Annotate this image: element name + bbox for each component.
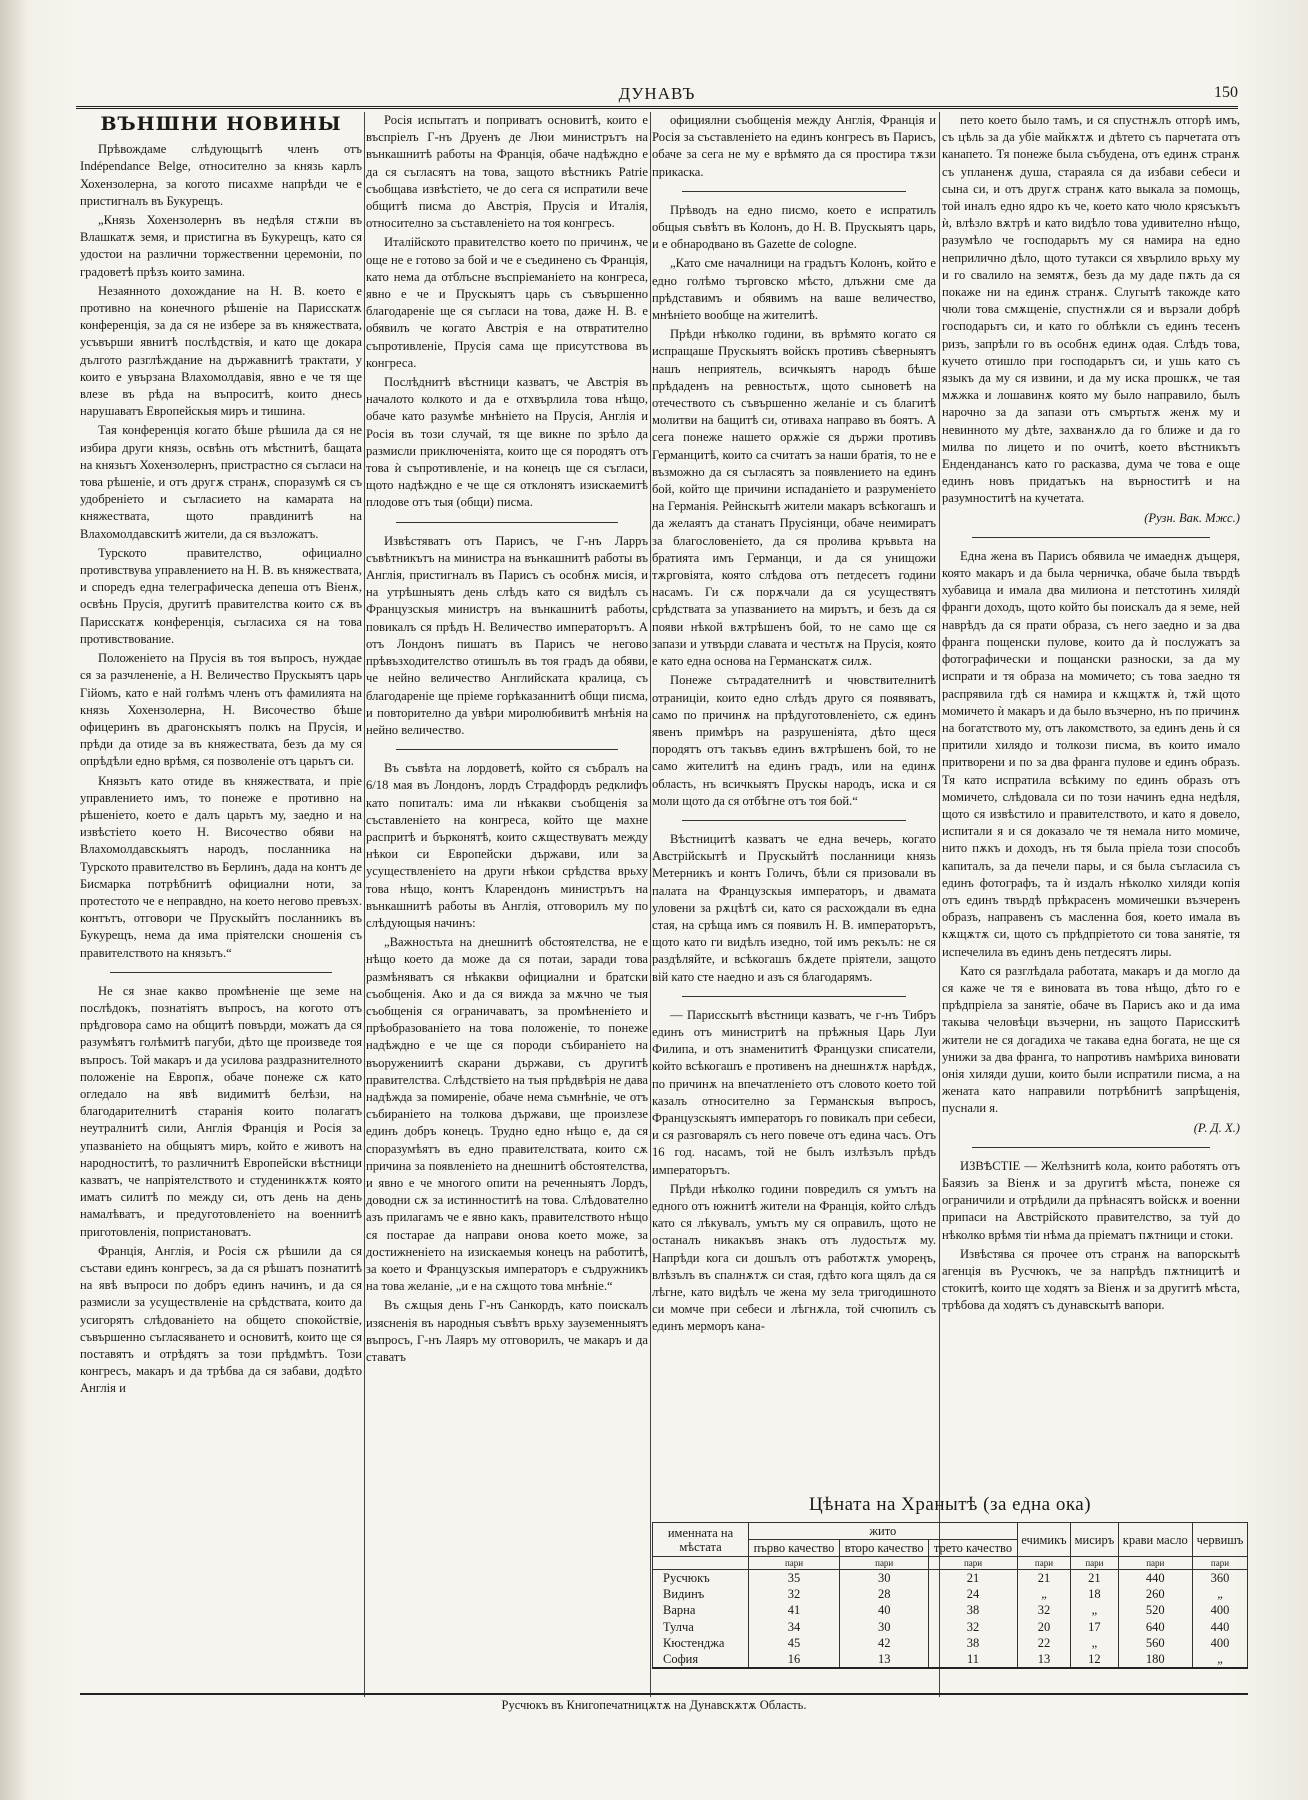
- column-3: [652, 112, 936, 1477]
- price-cell: 12: [1071, 1651, 1118, 1668]
- column-1: [80, 112, 362, 1692]
- column-4: [942, 112, 1240, 1477]
- price-cell: 32: [1017, 1602, 1071, 1618]
- notice-paragraph: Извѣстява ся прочее отъ странѫ на вапорскытѣ агенція въ Русчюкъ, че за напрѣдъ пѫтницитѣ и стокитѣ, които ще ходятъ за Віенѫ и за другитѣ мѣста, трѣбова да ходятъ съ дунавскытѣ вапори.: [942, 1246, 1240, 1313]
- place-name-cell: София: [653, 1651, 749, 1668]
- unit-cell: [653, 1557, 749, 1570]
- price-cell: 560: [1118, 1635, 1192, 1651]
- article-paragraph: Прѣводъ на едно писмо, което е испратилъ общыя съвѣтъ въ Колонъ, до Н. В. Прускыятъ царь, и е обнародвано въ Gazette de cologne.: [652, 202, 936, 252]
- price-cell: 24: [929, 1586, 1017, 1602]
- article-divider: [972, 537, 1210, 538]
- price-cell: 41: [749, 1602, 840, 1618]
- column-2: [366, 112, 648, 1692]
- price-cell: 38: [929, 1602, 1017, 1618]
- unit-cell: пари: [749, 1557, 840, 1570]
- price-cell: „: [1017, 1586, 1071, 1602]
- article-paragraph: Понеже сътрадателнитѣ и чювствителнитѣ отраниціи, които едно слѣдъ друго ся появяватъ, само по причинѫ на прѣдуготовленіето, сѫ единъ явенъ примѣръ на разрушеніята, дѣто щеся породятъ отъ такъвъ единъ вѫтрѣшенъ бой, то не само жителитѣ на единъ градъ, или на единѫ область, нъ всичкыятъ Прускы народъ, иска и ся моли щото да ся отбѣгне отъ тоя бой.“: [652, 673, 936, 808]
- col-header-second-quality: второ качество: [840, 1540, 929, 1557]
- price-cell: 17: [1071, 1619, 1118, 1635]
- article-paragraph: „Като сме началници на градътъ Колонъ, който е едно голѣмо търговско мѣсто, длъжни сме да прѣдставимъ и обявимъ на ваше величество, мнѣніето вообще на жителитѣ.: [652, 256, 936, 323]
- article-paragraph: пето което было тамъ, и ся спустнѫлъ отгорѣ имъ, съ цѣль за да убіе майкѫтѫ и дѣтето съ парчетата отъ канапето. Тя понеже была събудена, отъ единѫ странѫ съ упланенѫ душа, стараяла ся да избави себеси и сына си, и отъ другѫ странѫ като выкала за помощь, той иналъ едно ядро къ че, което като чюло крясъкътъ ѝ, влѣзло вѫтрѣ и като видѣло това удивително нѣщо, разумѣло че господарьтъ му ся намира на едно неприлично дѣло, щото тутакси ся хвърлило врьху му и го свалило на земятѫ, безъ да му даде пѫть да ся покаже ни на единѫ странѫ. Слугытѣ такожде като чюли това смѫщеніе, спустнѫли ся и вързали добрѣ господарьтъ си, и като го облѣкли съ единъ тесенъ ризъ, запрѣли го въ особнѫ единѫ одая. Слѣдъ това, кучето отишло при господарьтъ си, и ушь като съ языкъ да му ся извини, и да му иска прошкѫ, че тая мѫжка и лошавинѫ която му было направило, былъ нарочно за да запази отъ смъртьтѫ женѫ му и невинното му дѣте, захванѫло да го ближе и да го милва по лицето и по очитѣ, което вѣстникътъ Енденданансъ като го расказва, дума че това е още единъ новъ придатъкъ на върноститѣ и на разумноститѣ на кучетата.: [942, 113, 1240, 506]
- place-name-cell: Тулча: [653, 1619, 749, 1635]
- article-paragraph: Една жена въ Парисъ обявила че имаеднѫ дъщеря, която макаръ и да была черничка, обаче была твърдѣ хубавица и имала два милиона и петстотинъ хилядѝ франги доходъ, щото който бы поискалъ да я земе, ней наврѣдъ да ся прати образа, съ него заедно и за два франга пощенски пулове, които да ѝ послужатъ за фотографически и пощански разноски, за да му испрати и тя образа на момичето; съ това заедно тя распрявила гдѣ ся намира и кѫщѫтѫ ѝ, тѫй щото момичето ѝ макаръ и да было възчерно, нъ по причинѫ на богатството му, отъ лакомството, за единъ день ѝ ся притили хилядо и толкози писма, въ които имало притворени и по за два франга пулове и единъ образъ. Тя като испратила всѣкиму по единъ образъ отъ момичето, слѣдовала си по този начинъ една недѣля, щото ся извѣстило и правителството, и като я довело, испитали я и ся доказало че тя немала нито момиче, нито пѫкъ и доходъ, нъ тя была пріела този способъ капиталъ, за да печели пары, и ся была съгласила съ единъ фотографъ, та ѝ издалъ нѣколко хиляди копія отъ единъ твърдѣ прѣкрасенъ момичешки възчеренъ образъ, направенъ съ масленна боя, което имала въ кѫщѫтѫ си, щото съ прѣдпріетото си това занятіе, тя испечелила въ единъ день петдесятъ лиры.: [942, 548, 1240, 959]
- price-cell: 13: [840, 1651, 929, 1668]
- price-cell: 180: [1118, 1651, 1192, 1668]
- price-cell: 38: [929, 1635, 1017, 1651]
- printer-imprint: Русчюкъ въ Книгопечатницѫтѫ на Дунавскѫтѫ Область.: [501, 1698, 807, 1712]
- price-cell: 16: [749, 1651, 840, 1668]
- article-paragraph: Въ съвѣта на лордоветѣ, който ся събралъ на 6/18 мая въ Лондонъ, лордъ Страдфордъ редклифъ като попиталъ: има ли нѣкакви съобщенія за съставленіето на конгреса, който ще махне распритѣ и бърконятѣ, които сѫществуватъ между нѣкои си Европейски държави, или за усуществленіето на други нѣкои срѣдства врьху това нѣщо, контъ Кларендонъ министрътъ на вънкашнитѣ работы въ Англія, отговорилъ му по слѣдующыя начинъ:: [366, 761, 648, 930]
- unit-cell: пари: [1071, 1557, 1118, 1570]
- col-header-grain: жито: [749, 1523, 1018, 1540]
- article-paragraph: Прѣди нѣколко години повредилъ ся умътъ на едного отъ южнитѣ жители на Франція, който слѣдъ като ся лѣкувалъ, умътъ му ся оправилъ, щото не останалъ никакъвъ знакъ отъ лудостьтѫ му. Напрѣди кога си дошълъ отъ работѫтѫ умореңъ, влѣзълъ въ спалнѫтѫ си стая, гдѣто кога щялъ да ся лѣгне, като видѣлъ че жена му зела тригодишното си момче при себеси и лѣгнѫла, той счюпилъ съ единъ мерморъ кана-: [652, 1181, 936, 1334]
- article-divider: [396, 522, 618, 523]
- article-divider: [110, 972, 332, 973]
- article-paragraph: Незаянното дохождание на Н. В. което е противно на конечного рѣшеніе на Парисскатѫ конференція, за да ся не избере за въ княжествата, усъвърши явнитѣ послѣдствія, и като ще докара дългото разглѣждание на държавнитѣ трактати, у които е увързана Влахомолдавія, явно е че тя ще влезе въ рѣда на въпроситѣ, които днесь нарушаватъ Европейскыя миръ и тишина.: [80, 283, 362, 419]
- article-paragraph: Извѣстяватъ отъ Парисъ, че Г-нъ Ларръ съвѣтникътъ на министра на вънкашнитѣ работы въ Англія, пристигналъ въ Парисъ съ особнѫ мисія, и на утрѣшныятъ день слѣдъ като ся видѣлъ съ Французскыя министръ на вънкашнитѣ работы, повикалъ ся прѣдъ Н. Величество императорътъ. А отъ Лондонъ пишатъ въ Парисъ че негово прѣвъзходителство отишълъ въ тоя градъ да обяви, че нейно величество Английската кралица, съ благодареніе ще пріеме горѣказаннитѣ общи писма, и повторително да увѣри миролюбивитѣ мнѣнія на нейно величество.: [366, 533, 648, 737]
- article-paragraph: Турското правителство, официално противствува управлението на Н. В. въ княжествата, и споредъ една телеграфическа депеша отъ Віенѫ, освѣнь Прусія, другитѣ правителства които сѫ въ Парисскатѫ конференція, съгласиха ся на това противствование.: [80, 545, 362, 646]
- section-title: ВЪНШНИ НОВИНЫ: [100, 113, 342, 135]
- price-row: [653, 1651, 1248, 1668]
- price-cell: 11: [929, 1651, 1017, 1668]
- col-header-butter: крави масло: [1118, 1523, 1192, 1557]
- page-number: 150: [1214, 84, 1238, 101]
- price-cell: 640: [1118, 1619, 1192, 1635]
- col-header-lard: червишъ: [1192, 1523, 1247, 1557]
- place-name-cell: Варна: [653, 1602, 749, 1618]
- article-paragraph: Франція, Англія, и Росія сѫ рѣшили да ся състави единъ конгресъ, за да ся рѣшатъ познатитѣ на явѣ въпроси по добръ единъ начинъ, и да ся размисли за усуществленіе на срѣдствата, които да усигорятъ слѣдованіето на общето спокойствіе, съвършенно съгласяването и основитѣ, които ще ся поставятъ и отрѣдятъ за този прѣдмѣтъ. Този конгресъ, макаръ и да трѣбва да ся забави, додѣто Англія и: [80, 1243, 362, 1396]
- price-cell: 520: [1118, 1602, 1192, 1618]
- header-rule: [76, 106, 1238, 109]
- article-source: (Рузн. Вак. Мжс.): [1144, 510, 1240, 525]
- price-cell: „: [1192, 1651, 1247, 1668]
- col-header-place: именната на мѣстата: [653, 1523, 749, 1557]
- column-rule: [650, 112, 651, 1697]
- price-cell: 400: [1192, 1635, 1247, 1651]
- place-name-cell: Видинъ: [653, 1586, 749, 1602]
- newspaper-title: ДУНАВЪ: [618, 84, 696, 103]
- price-cell: 30: [840, 1619, 929, 1635]
- price-cell: 45: [749, 1635, 840, 1651]
- article-paragraph: Италійското правителство което по причинѫ, че още не е готово за бой и че е съединено съ Франція, като нема да отблъсне въспріеманіето на конгреса, явно е че и Прускыятъ царь съ съвършенно благодареніе ще ся съгласи на това, даже Н. В. е обявилъ че когато Австрія е на отвратително съпротивленіе, Прусія сама ще присутствова въ конгреса.: [366, 235, 648, 370]
- price-row: [653, 1570, 1248, 1587]
- article-paragraph: официялни съобщенія между Англія, Франція и Росія за съставленіето на единъ конгресъ въ Парисъ, обаче за сега не му е врѣмято да ся простира тѫзи прикаска.: [652, 113, 936, 179]
- article-source: (Р. Д. Х.): [1193, 1120, 1240, 1135]
- price-cell: 400: [1192, 1602, 1247, 1618]
- article-paragraph: Не ся знае какво промѣненіе ще земе на послѣдокъ, познатіятъ въпросъ, на когото отъ прѣдговора само на общитѣ повърди, можатъ да ся разумѣятъ голѣмитѣ пагуби, дѣто ще произведе тоя въпросъ. Той макаръ и да усилова раздразнителното положеніе на Европѫ, обаче понеже сѫ като огледало на явѣ видимитѣ белѣзи, на благодарителнитѣ старанія които полагатъ неутралнитѣ сили, Англія Франція и Росія за упазваніето на общыятъ миръ, който е животъ на народноститѣ, то различнитѣ Европейски вѣстници казватъ, че напріятелството и студенинкѫтѫ която иматъ силитѣ по между си, отъ день на день намалѣватъ, и предуготовленіето на военнитѣ приготовленія, попристановатъ.: [80, 983, 362, 1239]
- price-cell: 32: [929, 1619, 1017, 1635]
- grain-price-table: [652, 1522, 1248, 1669]
- article-paragraph: Прѣди нѣколко години, въ врѣмято когато ся испращаше Прускыятъ войскъ противъ сѣверныятъ нашъ неприятель, всичкыятъ народъ бѣше прѣдаденъ на ревностьтѫ, щото сыноветѣ на отечеството съ съвършенно желаніе и съ благитѣ молитви на бащитѣ си, отиваха направо въ боятъ. А сега понеже нашето орѫжіе ся държи противъ Германцитѣ, които са считатъ за наши братія, то не е възможно да ся съгласятъ за появлението на единъ бой, който ще причини испаданіето и разруменіето на Германія. Рейнскытѣ жители макаръ всѣкогашъ и да желаятъ да станатъ Прусіянци, обаче неимиратъ за благословеніето, да ся пролива кръвьта на братията имъ Германци, и да ся унищожи тѫрговіята, която слѣдова отъ петдесетъ години насамъ. Ги сѫ порѫчали да ся усуществятъ срѣдствата за упазванието на мирътъ, и безъ да ся появи нѣкой вѫтрѣшенъ бой, то не само ще ся запази и утвърди славата и честьтѫ на Прусія, която е като една основа на Германскатѫ силѫ.: [652, 327, 936, 669]
- place-name-cell: Кюстенджа: [653, 1635, 749, 1651]
- price-row: [653, 1635, 1248, 1651]
- col-header-first-quality: първо качество: [749, 1540, 840, 1557]
- page-binding-shadow: [0, 0, 28, 1800]
- grain-price-section: [652, 1494, 1248, 1669]
- price-cell: 440: [1192, 1619, 1247, 1635]
- notice-paragraph: ИЗВѢСТІЕ — Желѣзнитѣ кола, които работятъ отъ Баязиъ за Віенѫ и за другитѣ мѣста, понеже ся ограничили и отрѣдили да прѣнасятъ войскѫ и военни припаси на Австрійското правителство, за туй до нѣколко врѣмя тіи нѣма да пріематъ пѫтници и стоки.: [942, 1158, 1240, 1242]
- price-cell: 21: [929, 1570, 1017, 1587]
- footer-rule: [80, 1693, 1248, 1695]
- article-paragraph: Като ся разглѣдала работата, макаръ и да могло да ся каже че тя е виновата въ това нѣщо, дѣто го е прѣдпріела за занятіе, обаче въ Парисъ ако и да има такыва человѣци възчерни, нъ защото Парисскитѣ жители не ся догадиха че такава една богата, не ще ся унижи за два франга, то напротивъ намѣриха виновати онія хиляди души, които были испратили писма, а на жената като направили потрѣбнитѣ запрѣщенія, пуснали я.: [942, 963, 1240, 1116]
- price-cell: „: [1192, 1586, 1247, 1602]
- column-rule: [364, 112, 365, 1697]
- price-cell: 360: [1192, 1570, 1247, 1587]
- article-divider: [682, 820, 906, 821]
- price-cell: 21: [1071, 1570, 1118, 1587]
- price-cell: 440: [1118, 1570, 1192, 1587]
- article-paragraph: Въ сѫщыя день Г-нъ Санкордъ, като поискалъ изясненія въ народныя съвѣтъ врьху зауземенныятъ въпросъ, Г-нъ Лаяръ му отговорилъ, че макаръ и да ставатъ: [366, 1298, 648, 1365]
- article-divider: [682, 191, 906, 192]
- price-cell: „: [1071, 1635, 1118, 1651]
- article-paragraph: Послѣднитѣ вѣстници казватъ, че Австрія въ началото колкото и да е отхвърлила това нѣщо, обаче като разумѣе мнѣніето на Прусія, Англія и Росія въ този случай, тя ще викне по зрѣло да размисли приключеніята, които ще ся породятъ отъ това ѝ съпротивленіе, и на конецъ ще ся съгласи, щото надѣждно е че ще ся отклонятъ изискаемитѣ плодове отъ тыя (общи) писма.: [366, 375, 648, 510]
- price-cell: 40: [840, 1602, 929, 1618]
- article-divider: [682, 996, 906, 997]
- price-row: [653, 1619, 1248, 1635]
- price-cell: 42: [840, 1635, 929, 1651]
- price-cell: 21: [1017, 1570, 1071, 1587]
- unit-cell: пари: [1118, 1557, 1192, 1570]
- article-paragraph: Положеніето на Прусія въ тоя въпросъ, нуждае ся за разчлененіе, а Н. Величество Прускыятъ царь Гійомъ, като е най голѣмъ членъ отъ фамилията на князь Хохензолерна, Н. Височество бѣше офицеринъ въ драгонскыятъ полкъ на Прусія, и прѣди да отиде за въ княжествата, безъ да му ся опрѣдѣли едно врѣмя, ся позволеніе отъ царьтъ си.: [80, 651, 362, 769]
- article-paragraph: Прѣвождаме слѣдующытѣ членъ отъ Indépendance Belge, относително за князь карлъ Хохензолерна, за когото писахме напрѣди че е пристигналъ въ Букурещъ.: [80, 142, 362, 208]
- article-paragraph: Вѣстницитѣ казватъ че една вечерь, когато Австрійскытѣ и Прускыйтѣ посланници князь Метерникъ и контъ Голичъ, бѣли ся призовали въ палата на Французскыя императоръ, и двамата уловени за рѫцѣтѣ си, като ся расхождали въ една стая, на срѣща имъ ся появилъ Н. В. императорътъ, щото като ги видѣлъ изедно, той имъ рекълъ: не ся раздѣляйте, и всѣкогашъ бѫдете пріятели, защото вій като сте наедно и азъ ся благодарямъ.: [652, 831, 936, 984]
- price-row: [653, 1586, 1248, 1602]
- article-paragraph: Князьтъ като отиде въ княжествата, и пріе управлението имъ, то понеже е противно на рѣшеніето, което е далъ царьтъ му, заедно и на извѣстіето което Н. Височество обяви на Влахомолдавскыятъ народъ, посланника на Турското правителство въ Берлинъ, дада на контъ де Бисмарка потрѣбнитѣ официални ноти, за протестото че е неправдно, на което негово превъзх. контътъ, отговори че Прускыйтъ посланникъ въ Букурещъ, нема да има пріятелски сношенія съ правителството на князьтъ.“: [80, 773, 362, 960]
- article-paragraph: — Парисскытѣ вѣстници казватъ, че г-нъ Тибръ единъ отъ министритѣ на прѣжныя Царь Луи Филипа, и отъ знаменититѣ Французки списатели, който всѣкогашъ е противенъ на днешнѫтѫ нарѣдѫ, по причинѫ на впечатленіето отъ словото което той казалъ относително за Германскыя въпросъ, Французскыятъ императоръ го повикалъ при себеси, и ся разговарялъ съ него повече отъ едина часъ. Отъ 16 год. насамъ, той не былъ излѣзълъ прѣдъ императорътъ.: [652, 1007, 936, 1177]
- price-cell: 22: [1017, 1635, 1071, 1651]
- price-cell: 18: [1071, 1586, 1118, 1602]
- article-paragraph: „Важностьта на днешнитѣ обстоятелства, не е нѣщо което да може да ся потаи, заради това размѣняватъ ся нѣкакви официални и братски съобщенія. Ако и да ся вижда за мѫчно че тыя съобщенія ся ограничаватъ, за промѣненіето и прѣобразованіето на това положеніе, то понеже надѣждно е че ще ся породи събираніето на въоружениитѣ скарани държави, съ другитѣ правителства. Слѣдствіето на тыя прѣдвѣрія не дава надѣжда за помиреніе, обаче нема съмнѣніе, че отъ събираніето на толкова държави, ще произлезе единъ добръ конецъ. Трудно едно нѣщо е, да ся споразумѣятъ въ едно правителствата, които сѫ причина за появленіето на днешнитѣ обстоятелства, и явно е че многого опити на реченныятъ Лордъ, доводни сѫ за истинноститѣ на това. Слѣдователно азъ прилагамъ че е явно какъ, правителството нѣщо ся постарае да направи онова което може, за достижненіето на изискаемыя конецъ на работитѣ, за което и Французскыя императоръ е съдружникъ на това желаніе, „и е на сѫщото това мнѣніе.“: [366, 935, 648, 1294]
- unit-cell: пари: [929, 1557, 1017, 1570]
- column-rule: [939, 112, 940, 1697]
- article-paragraph: Росія испытатъ и поприватъ основитѣ, които е въспріелъ Г-нъ Друенъ де Люи министрътъ на вънкашнитѣ работы на Франція, обаче надѣждно е да ся съгласятъ на това, защото вѣстникъ Patrie съобщава извѣстіето, че до сега ся испратили вече общитѣ писма до Австрія, Прусія и Италія, относително за съставленіето на тоя конгресъ.: [366, 113, 648, 231]
- price-cell: 35: [749, 1570, 840, 1587]
- price-cell: „: [1071, 1602, 1118, 1618]
- article-paragraph: „Князь Хохензолернъ въ недѣля стѫпи въ Влашкатѫ земя, и пристигна въ Букурещъ, като ся удостои на различни торжественни церемоніи, по градоветѣ прѣзъ които замина.: [80, 213, 362, 279]
- price-cell: 28: [840, 1586, 929, 1602]
- col-header-maize: мисиръ: [1071, 1523, 1118, 1557]
- unit-cell: пари: [840, 1557, 929, 1570]
- col-header-third-quality: трето качество: [929, 1540, 1017, 1557]
- place-name-cell: Русчюкъ: [653, 1570, 749, 1587]
- price-cell: 20: [1017, 1619, 1071, 1635]
- col-header-barley: ечимикъ: [1017, 1523, 1071, 1557]
- article-divider: [972, 1147, 1210, 1148]
- price-cell: 30: [840, 1570, 929, 1587]
- unit-cell: пари: [1192, 1557, 1247, 1570]
- price-table-title: Цѣната на Хранытѣ (за една ока): [808, 1494, 1092, 1515]
- price-cell: 32: [749, 1586, 840, 1602]
- price-row: [653, 1602, 1248, 1618]
- article-divider: [396, 749, 618, 750]
- article-paragraph: Тая конференція когато бѣше рѣшила да ся не избира други князь, освѣнь отъ мѣстнитѣ, бащата на князьтъ Хохензолернъ, пристрастно ся съгласи на това рѣшеніе, и отъ другѫ странѫ, споразумѣ ся съ удобреніето и съгласието на камарата на княжествата, щото правдинитѣ на Влахомолдавскитѣ жители, да ся възложатъ.: [80, 423, 362, 541]
- price-table-body: [653, 1570, 1248, 1669]
- unit-cell: пари: [1017, 1557, 1071, 1570]
- price-cell: 260: [1118, 1586, 1192, 1602]
- price-cell: 34: [749, 1619, 840, 1635]
- price-cell: 13: [1017, 1651, 1071, 1668]
